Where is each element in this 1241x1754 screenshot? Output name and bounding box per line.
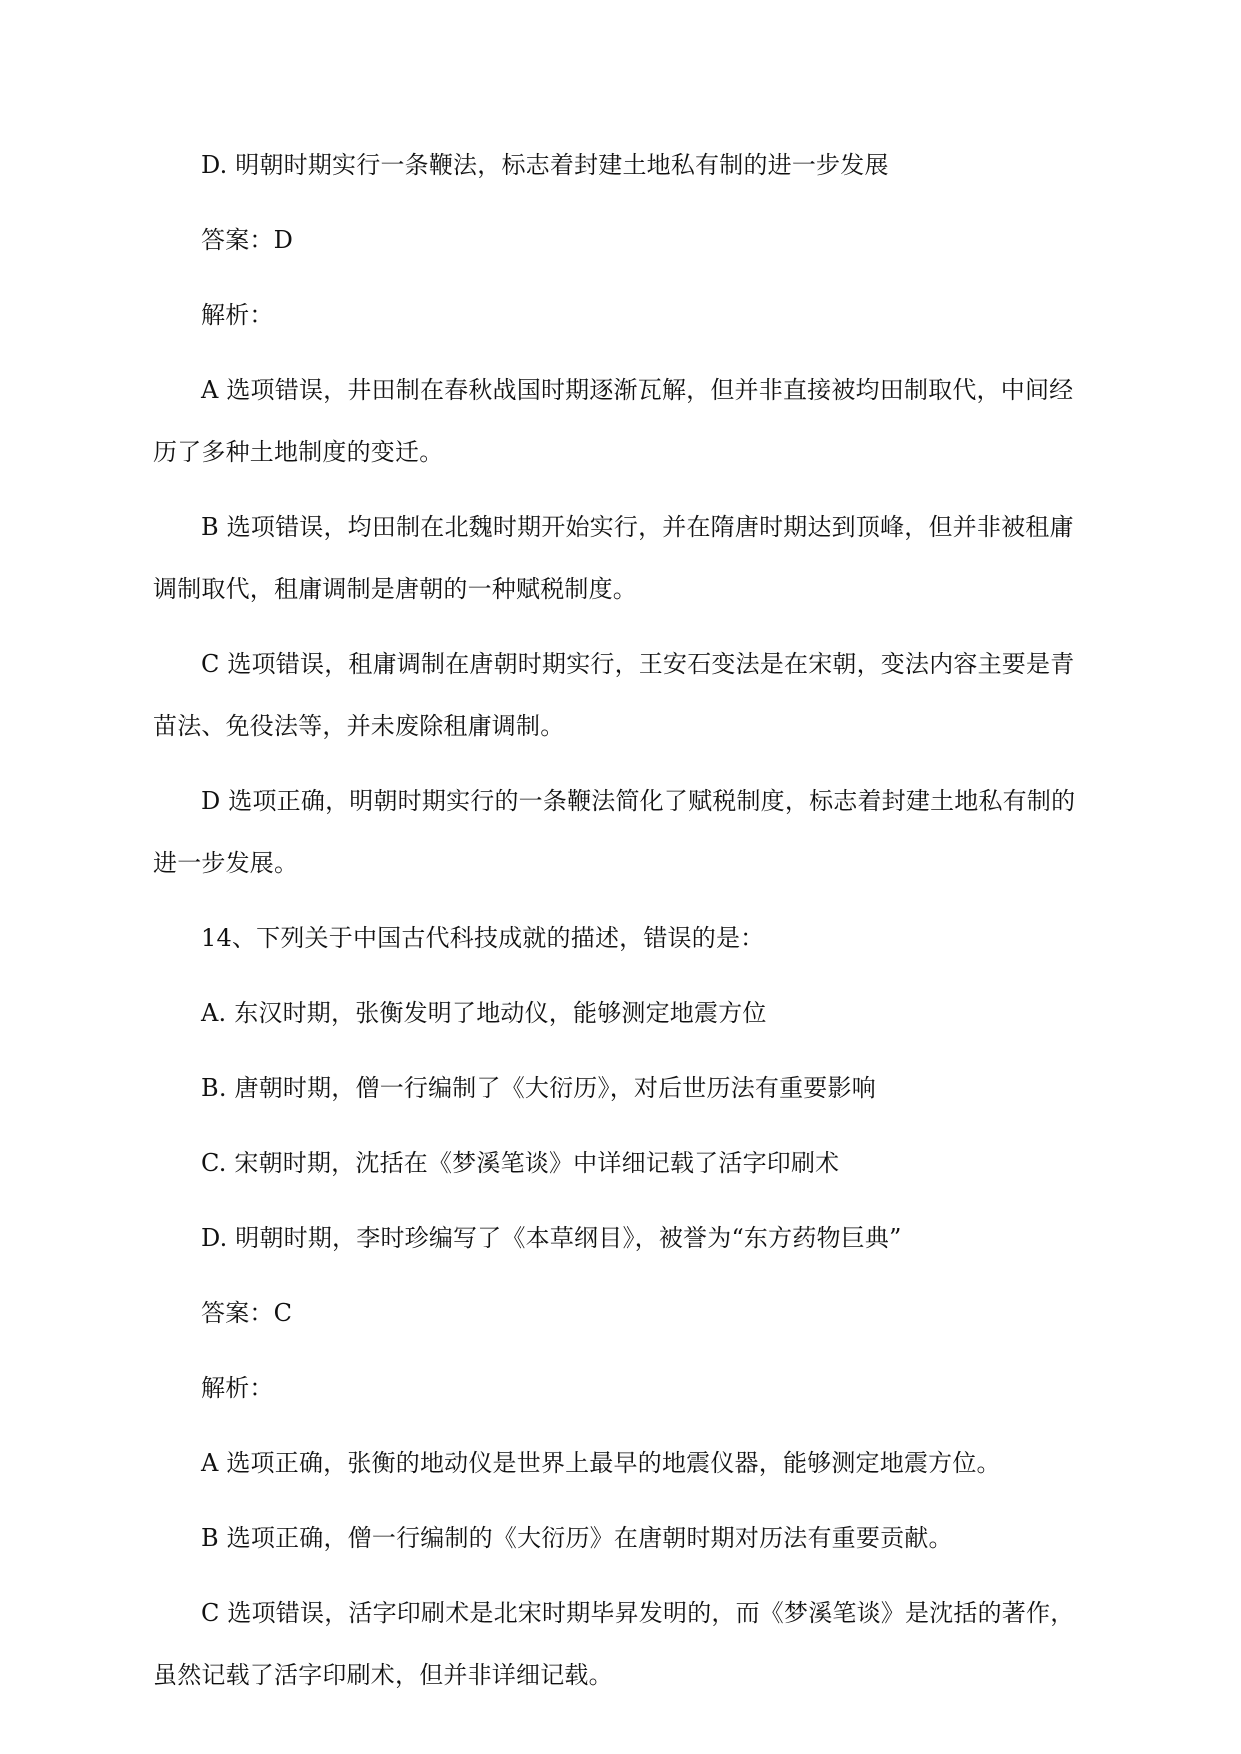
analysis-paragraph-c-q14 xyxy=(153,1595,1088,1693)
analysis-paragraph-c-q13 xyxy=(153,646,1088,744)
option-b-q14: B. 唐朝时期，僧一行编制了《大衍历》，对后世历法有重要影响 xyxy=(201,1074,876,1102)
analysis-paragraph-b-q13 xyxy=(153,509,1088,607)
paragraph-line: 调制取代，租庸调制是唐朝的一种赋税制度。 xyxy=(153,575,637,603)
analysis-heading-q13: 解析： xyxy=(201,301,274,329)
option-d-q14: D. 明朝时期，李时珍编写了《本草纲目》，被誉为“东方药物巨典” xyxy=(201,1224,902,1252)
analysis-b-q14: B 选项正确，僧一行编制的《大衍历》在唐朝时期对历法有重要贡献。 xyxy=(201,1524,953,1552)
analysis-paragraph-a-q13 xyxy=(153,372,1088,470)
paragraph-line: 历了多种土地制度的变迁。 xyxy=(153,438,444,466)
analysis-paragraph-d-q13 xyxy=(153,783,1088,881)
option-c-q14: C. 宋朝时期，沈括在《梦溪笔谈》中详细记载了活字印刷术 xyxy=(201,1149,840,1177)
paragraph-line: 虽然记载了活字印刷术，但并非详细记载。 xyxy=(153,1661,613,1689)
paragraph-line: C 选项错误，租庸调制在唐朝时期实行，王安石变法是在宋朝，变法内容主要是青 xyxy=(201,650,1075,678)
option-a-q14: A. 东汉时期，张衡发明了地动仪，能够测定地震方位 xyxy=(201,999,767,1027)
option-d-q13: D. 明朝时期实行一条鞭法，标志着封建土地私有制的进一步发展 xyxy=(201,151,889,179)
answer-q13: 答案：D xyxy=(201,226,294,254)
paragraph-line: D 选项正确，明朝时期实行的一条鞭法简化了赋税制度，标志着封建土地私有制的 xyxy=(201,787,1076,815)
question-14: 14、下列关于中国古代科技成就的描述，错误的是： xyxy=(201,924,765,952)
analysis-heading-q14: 解析： xyxy=(201,1374,274,1402)
document-body xyxy=(153,147,1088,1693)
paragraph-line: C 选项错误，活字印刷术是北宋时期毕昇发明的，而《梦溪笔谈》是沈括的著作， xyxy=(201,1599,1075,1627)
analysis-a-q14: A 选项正确，张衡的地动仪是世界上最早的地震仪器，能够测定地震方位。 xyxy=(201,1449,1001,1477)
answer-q14: 答案：C xyxy=(201,1299,293,1327)
paragraph-line: 进一步发展。 xyxy=(153,849,299,877)
paragraph-line: A 选项错误，井田制在春秋战国时期逐渐瓦解，但并非直接被均田制取代，中间经 xyxy=(201,376,1074,404)
paragraph-line: B 选项错误，均田制在北魏时期开始实行，并在隋唐时期达到顶峰，但并非被租庸 xyxy=(201,513,1074,541)
paragraph-line: 苗法、免役法等，并未废除租庸调制。 xyxy=(153,712,565,740)
